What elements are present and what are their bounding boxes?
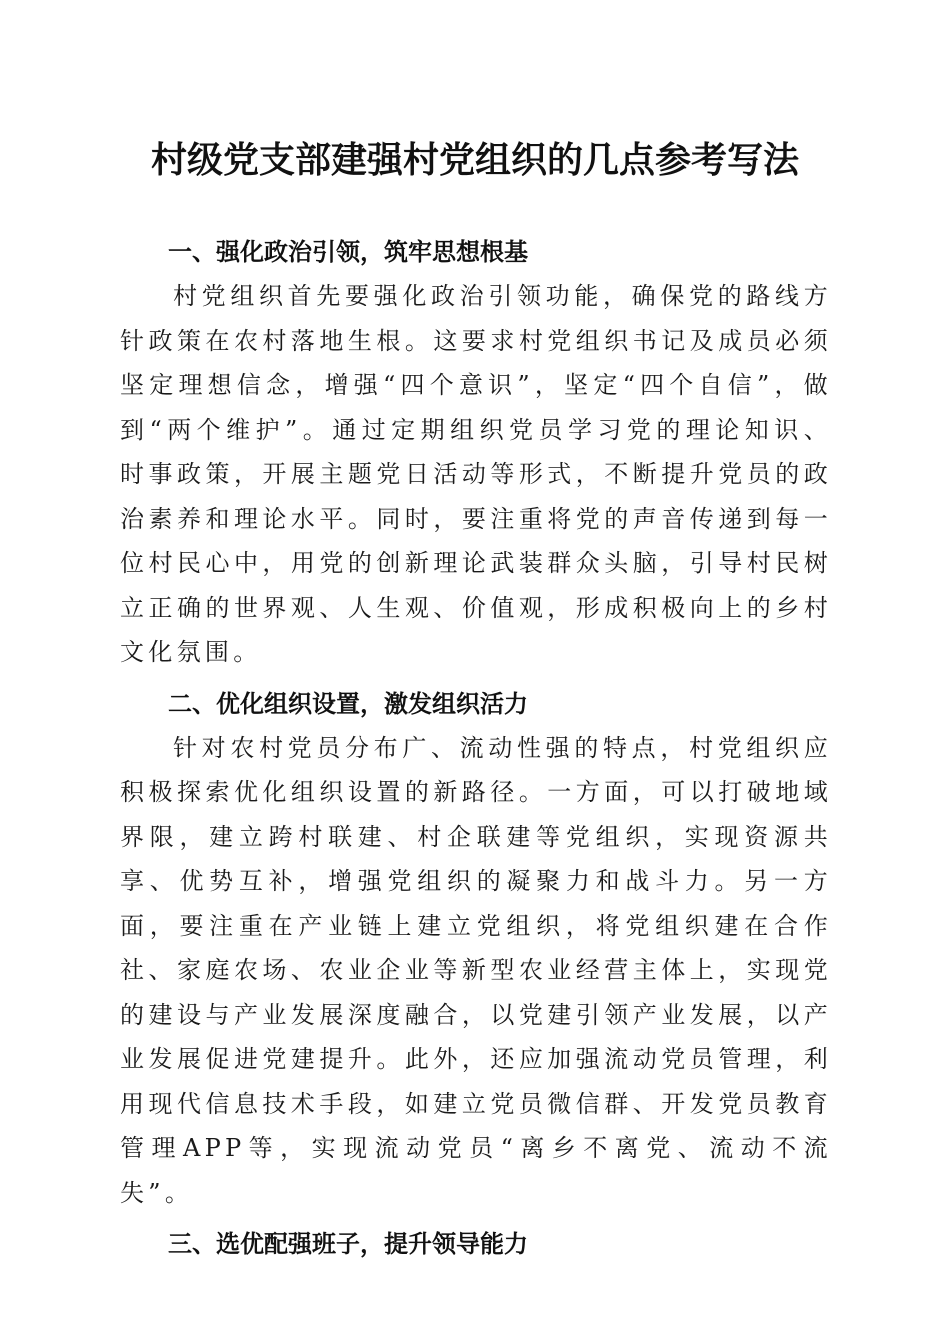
document-title: 村级党支部建强村党组织的几点参考写法 [150,139,799,181]
section-heading-3: 三、选优配强班子，提升领导能力 [168,1230,528,1258]
section-heading-2: 二、优化组织设置，激发组织活力 [168,689,528,718]
section-heading-1: 一、强化政治引领，筑牢思想根基 [168,238,528,266]
section-paragraph-1: 村党组织首先要强化政治引领功能，确保党的路线方针政策在农村落地生根。这要求村党组织书记及成员必须坚定理想信念，增强“四个意识”，坚定“四个自信”，做到“两个维护”。通过定期组织党员学习党的理论知识、时事政策，开展主题党日活动等形式，不断提升党员的政治素养和理论水平。同时，要注重将党的声音传递到每一位村民心中，用党的创新理论武装群众头脑，引导村民树立正确的世界观、人生观、价值观，形成积极向上的乡村文化氛围。 [120,282,832,666]
spacer [120,675,832,682]
document-body [120,230,832,1266]
spacer [120,1215,832,1222]
section-paragraph-2: 针对农村党员分布广、流动性强的特点，村党组织应积极探索优化组织设置的新路径。一方面，可以打破地域界限，建立跨村联建、村企联建等党组织，实现资源共享、优势互补，增强党组织的凝聚力和战斗力。另一方面，要注重在产业链上建立党组织，将党组织建在合作社、家庭农场、农业企业等新型农业经营主体上，实现党的建设与产业发展深度融合，以党建引领产业发展，以产业发展促进党建提升。此外，还应加强流动党员管理，利用现代信息技术手段，如建立党员微信群、开发党员教育管理APP等，实现流动党员“离乡不离党、流动不流失”。 [120,733,832,1207]
